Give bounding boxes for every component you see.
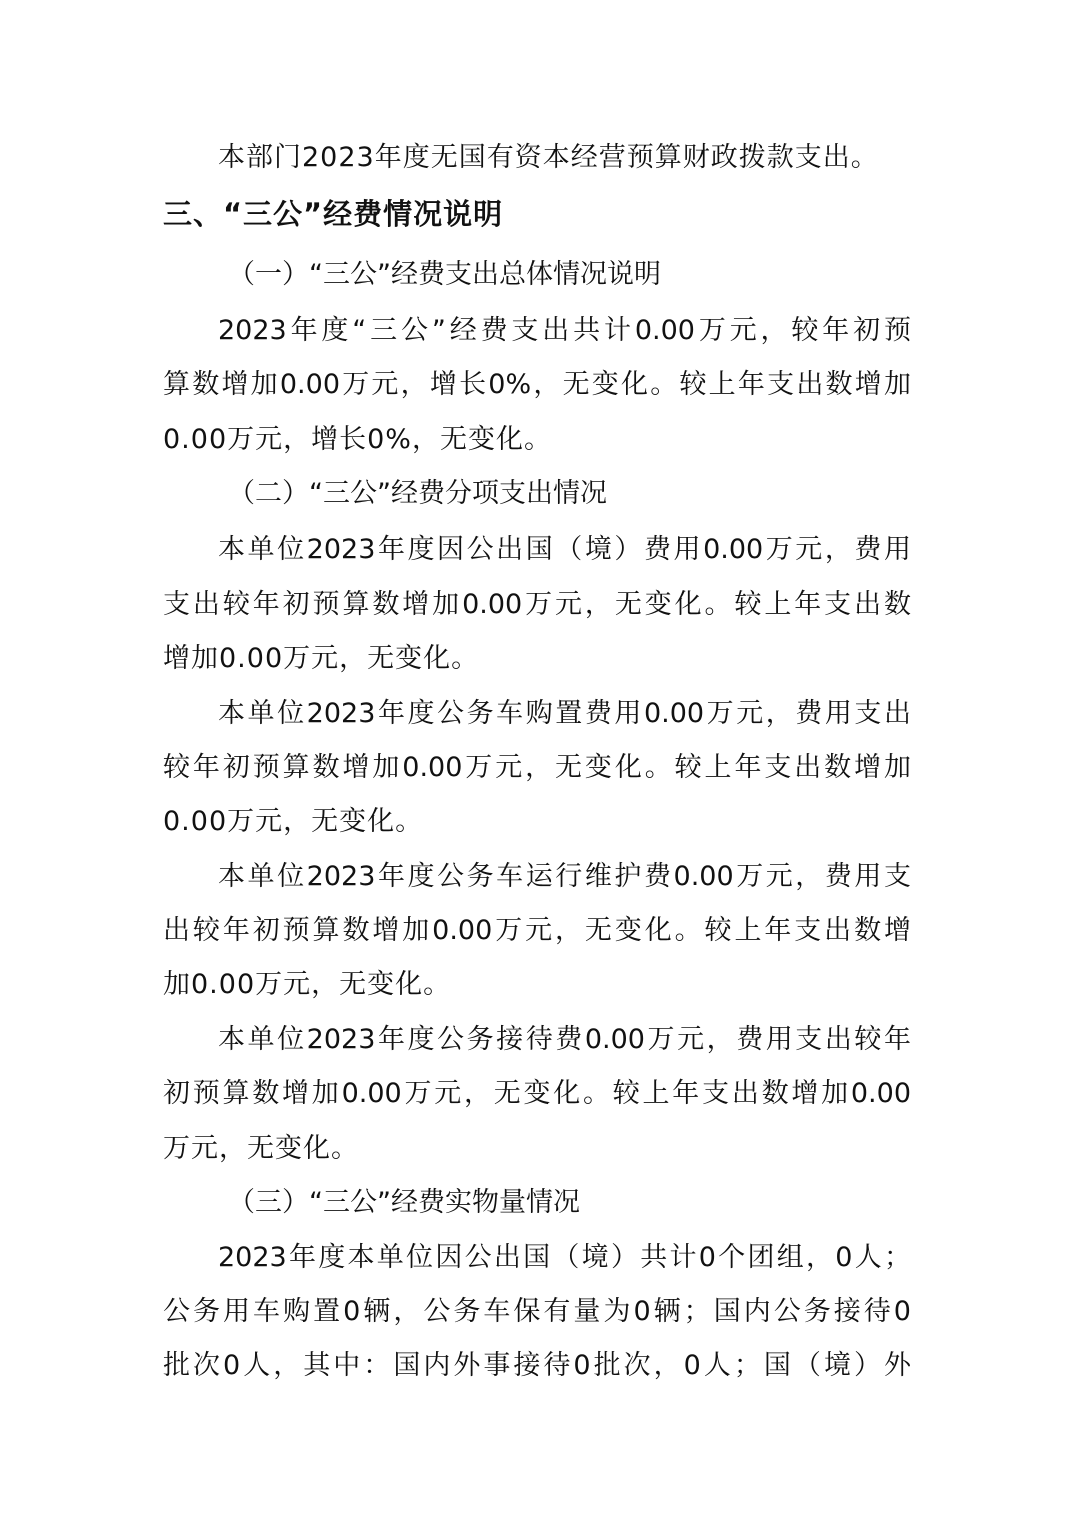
paragraph-line: 本单位2023年度公务车购置费用0.00万元，费用支出 [218, 698, 911, 729]
section-heading: 三、“三公”经费情况说明 [163, 197, 504, 231]
subsection-heading-2: （二）“三公”经费分项支出情况 [228, 478, 607, 509]
paragraph-line: 万元，无变化。 [163, 1133, 359, 1164]
paragraph-line: 2023年度“三公”经费支出共计0.00万元，较年初预 [218, 315, 911, 346]
paragraph-line: 出较年初预算数增加0.00万元，无变化。较上年支出数增 [163, 915, 911, 946]
paragraph-line: 较年初预算数增加0.00万元，无变化。较上年支出数增加 [163, 752, 911, 783]
paragraph-line: 初预算数增加0.00万元，无变化。较上年支出数增加0.00 [163, 1078, 911, 1109]
paragraph-line: 批次0人，其中：国内外事接待0批次，0人；国（境）外 [163, 1350, 911, 1381]
subsection-heading-1: （一）“三公”经费支出总体情况说明 [228, 259, 661, 290]
paragraph-line: 公务用车购置0辆，公务车保有量为0辆；国内公务接待0 [163, 1296, 911, 1327]
subsection-heading-3: （三）“三公”经费实物量情况 [228, 1187, 580, 1218]
intro-paragraph: 本部门2023年度无国有资本经营预算财政拨款支出。 [218, 142, 879, 173]
paragraph-line: 加0.00万元，无变化。 [163, 969, 452, 1000]
paragraph-line: 本单位2023年度因公出国（境）费用0.00万元，费用 [218, 534, 911, 565]
paragraph-line: 0.00万元，无变化。 [163, 806, 424, 837]
paragraph-line: 2023年度本单位因公出国（境）共计0个团组，0人； [218, 1242, 911, 1273]
paragraph-line: 0.00万元，增长0%，无变化。 [163, 424, 552, 455]
paragraph-line: 算数增加0.00万元，增长0%，无变化。较上年支出数增加 [163, 369, 911, 400]
paragraph-line: 本单位2023年度公务接待费0.00万元，费用支出较年 [218, 1024, 911, 1055]
paragraph-line: 支出较年初预算数增加0.00万元，无变化。较上年支出数 [163, 589, 911, 620]
paragraph-line: 本单位2023年度公务车运行维护费0.00万元，费用支 [218, 861, 911, 892]
paragraph-line: 增加0.00万元，无变化。 [163, 643, 480, 674]
